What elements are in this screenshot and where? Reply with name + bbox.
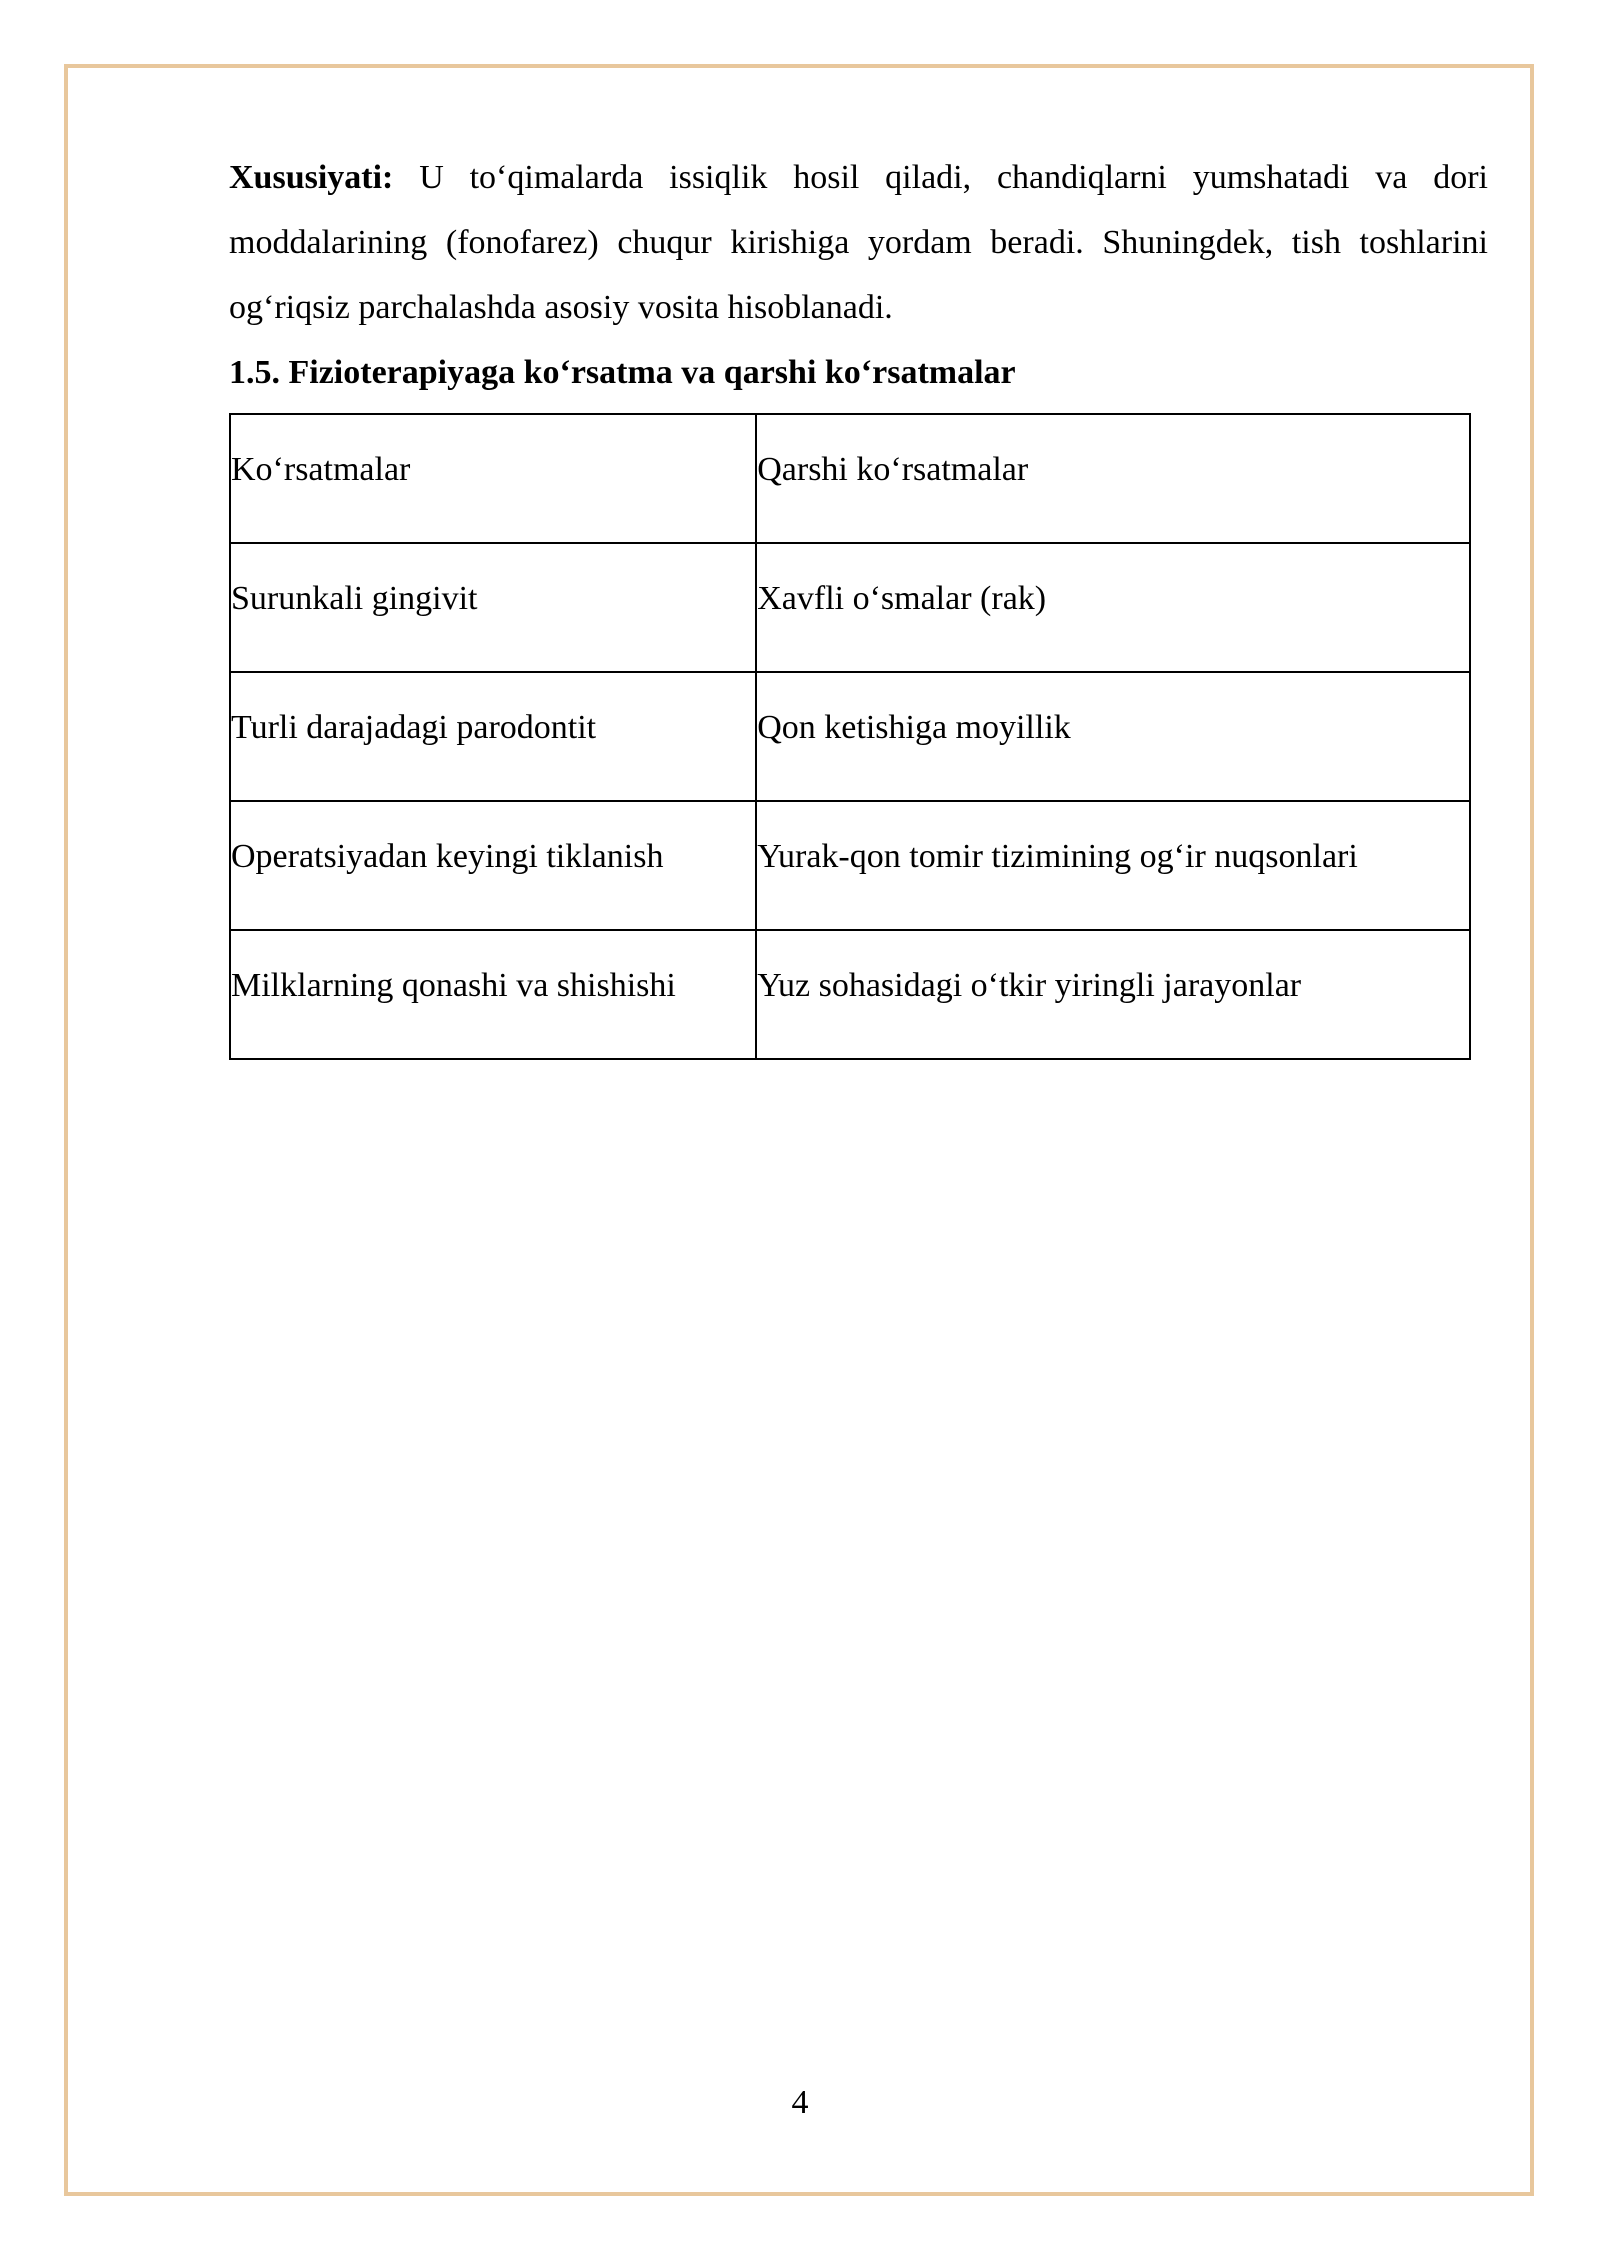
table-cell: Operatsiyadan keyingi tiklanish bbox=[230, 801, 756, 930]
table-row bbox=[230, 930, 1470, 1059]
table-cell: Yurak-qon tomir tizimining og‘ir nuqsonlari bbox=[756, 801, 1470, 930]
table-row bbox=[230, 672, 1470, 801]
section-heading: 1.5. Fizioterapiyaga ko‘rsatma va qarshi ko‘rsatmalar bbox=[229, 354, 1016, 391]
page-number: 4 bbox=[791, 2084, 809, 2121]
indications-table bbox=[229, 413, 1471, 1060]
table-cell: Yuz sohasidagi o‘tkir yiringli jarayonlar bbox=[756, 930, 1470, 1059]
table-cell: Ko‘rsatmalar bbox=[230, 414, 756, 543]
table-cell: Surunkali gingivit bbox=[230, 543, 756, 672]
table-cell: Qon ketishiga moyillik bbox=[756, 672, 1470, 801]
table-row bbox=[230, 543, 1470, 672]
page-content bbox=[229, 145, 1488, 405]
table-cell: Milklarning qonashi va shishishi bbox=[230, 930, 756, 1059]
table-cell: Qarshi ko‘rsatmalar bbox=[756, 414, 1470, 543]
body-paragraph bbox=[229, 145, 1488, 340]
table-cell: Turli darajadagi parodontit bbox=[230, 672, 756, 801]
table-row bbox=[230, 801, 1470, 930]
table-cell: Xavfli o‘smalar (rak) bbox=[756, 543, 1470, 672]
paragraph-text: U to‘qimalarda issiqlik hosil qiladi, chandiqlarni yumshatadi va dori moddalarining (fonofarez) chuqur kirishiga yordam beradi. Shuningdek, tish toshlarini og‘riqsiz parchalashda asosiy vosita hisoblanadi. bbox=[229, 159, 1488, 326]
table-header-row bbox=[230, 414, 1470, 543]
paragraph-label: Xususiyati: bbox=[229, 159, 394, 196]
